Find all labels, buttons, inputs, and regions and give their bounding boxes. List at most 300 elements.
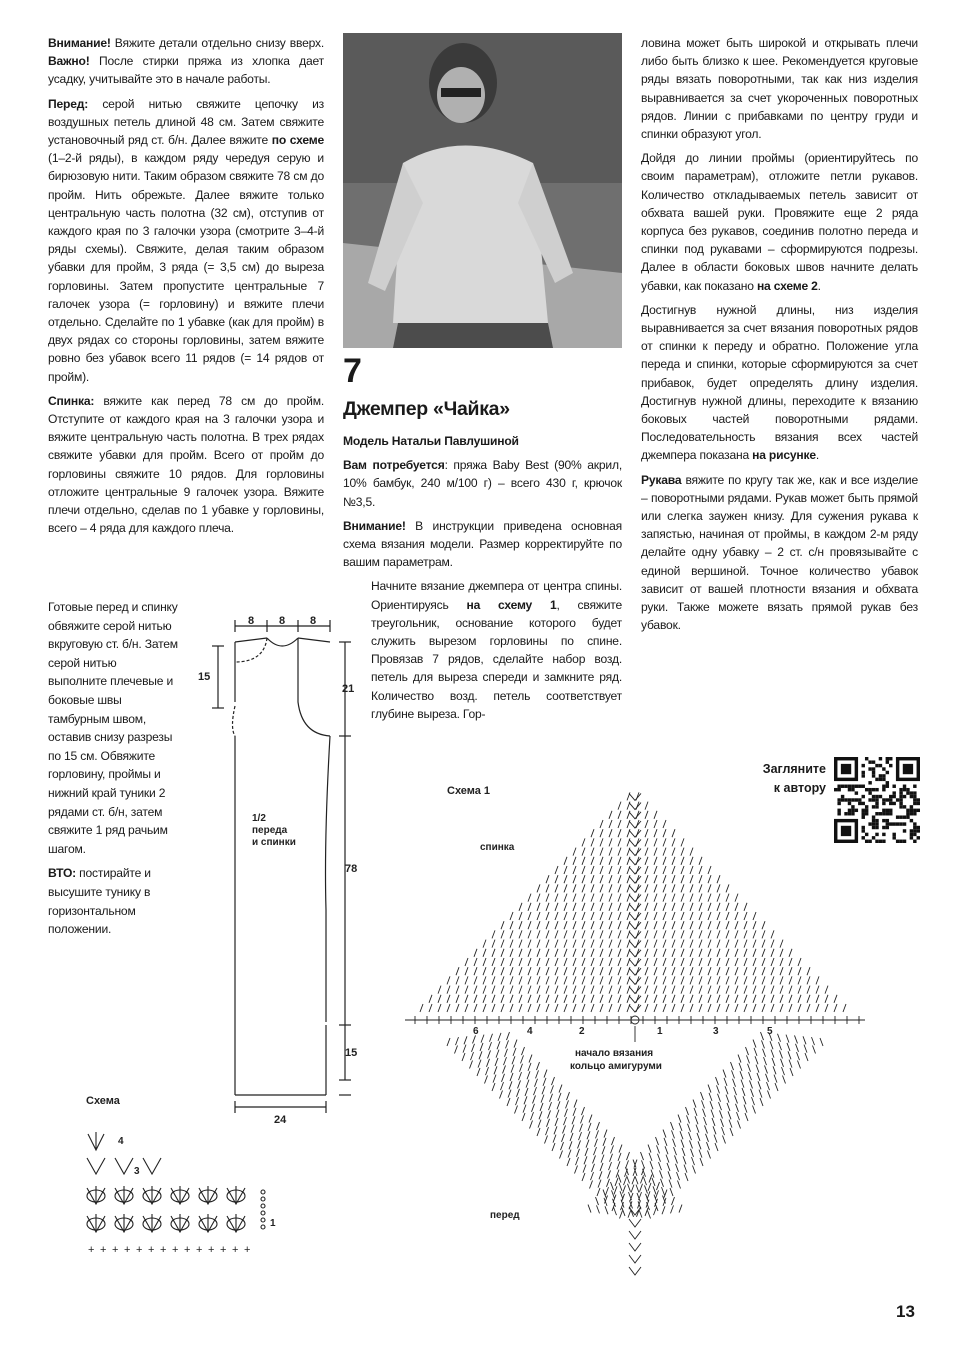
stitch-symbol xyxy=(762,921,765,929)
fan-stitch-symbol xyxy=(143,1214,161,1232)
stitch-symbol xyxy=(639,1192,642,1200)
stitch-symbol xyxy=(609,958,612,966)
stitch-symbol xyxy=(710,1101,713,1109)
stitch-symbol xyxy=(672,1197,675,1205)
stitch-symbol xyxy=(726,976,729,984)
stitch-symbol xyxy=(645,848,648,856)
chain-symbol: + xyxy=(88,1244,95,1256)
stitch-symbol xyxy=(654,838,657,846)
row-number: 4 xyxy=(527,1026,533,1037)
stitch-symbol xyxy=(708,976,711,984)
qr-module xyxy=(910,809,913,812)
stitch-symbol xyxy=(564,995,567,1003)
stitch-symbol xyxy=(600,838,603,846)
stitch-symbol xyxy=(600,921,603,929)
stitch-symbol xyxy=(600,967,603,975)
stitch-symbol xyxy=(678,1115,681,1123)
stitch-symbol xyxy=(546,986,549,994)
stitch-symbol xyxy=(513,1048,516,1056)
article-author: Модель Натальи Павлушиной xyxy=(343,434,519,448)
stitch-symbol xyxy=(618,820,621,828)
fan-stitch-symbol xyxy=(199,1214,217,1232)
stitch-symbol xyxy=(789,976,792,984)
stitch-symbol xyxy=(611,1145,614,1153)
stitch-symbol xyxy=(618,875,621,883)
stitch-symbol xyxy=(477,1068,480,1076)
stitch-symbol xyxy=(699,912,702,920)
fan-stitch-symbol xyxy=(629,1005,641,1012)
dim-label: 8 xyxy=(279,615,286,627)
stitch-symbol xyxy=(663,1004,666,1012)
stitch-symbol xyxy=(501,958,504,966)
stitch-symbol xyxy=(723,1070,726,1078)
qr-module xyxy=(910,805,913,808)
stitch-symbol xyxy=(609,875,612,883)
stitch-symbol xyxy=(645,921,648,929)
stitch-symbol xyxy=(537,1004,540,1012)
stitch-symbol xyxy=(618,995,621,1003)
qr-module xyxy=(903,815,906,818)
qr-module xyxy=(913,829,916,832)
stitch-symbol xyxy=(585,1148,588,1156)
stitch-symbol xyxy=(528,958,531,966)
stitch-symbol xyxy=(564,894,567,902)
stitch-symbol xyxy=(672,976,675,984)
fan-stitch-symbol xyxy=(629,1231,641,1239)
fan-stitch-symbol xyxy=(629,793,641,800)
stitch-symbol xyxy=(764,1057,767,1065)
stitch-symbol xyxy=(519,903,522,911)
stitch-symbol xyxy=(598,1180,601,1188)
stitch-symbol xyxy=(564,903,567,911)
stitch-symbol xyxy=(681,930,684,938)
row-number: 1 xyxy=(270,1218,276,1229)
qr-module xyxy=(896,840,899,843)
stitch-symbol xyxy=(483,949,486,957)
stitch-symbol xyxy=(555,903,558,911)
stitch-symbol xyxy=(717,1085,720,1093)
stitch-symbol xyxy=(619,1145,622,1153)
stitch-symbol xyxy=(739,1063,742,1071)
qr-module xyxy=(913,795,916,798)
stitch-symbol xyxy=(609,820,612,828)
stitch-symbol xyxy=(681,921,684,929)
stitch-symbol xyxy=(825,986,828,994)
stitch-symbol xyxy=(663,958,666,966)
stitch-symbol xyxy=(699,940,702,948)
stitch-symbol xyxy=(537,1062,540,1070)
stitch-symbol xyxy=(816,986,819,994)
stitch-symbol xyxy=(663,884,666,892)
stitch-symbol xyxy=(719,1102,722,1110)
diagram-center-label: и спинки xyxy=(252,837,296,848)
stitch-symbol xyxy=(727,1103,730,1111)
stitch-symbol xyxy=(663,930,666,938)
stitch-symbol xyxy=(523,1105,526,1113)
stitch-symbol xyxy=(735,967,738,975)
stitch-symbol xyxy=(456,976,459,984)
stitch-symbol xyxy=(618,811,621,819)
stitch-symbol xyxy=(645,857,648,865)
chain-symbol: + xyxy=(184,1244,191,1256)
qr-module xyxy=(899,840,902,843)
stitch-symbol xyxy=(756,1065,759,1073)
stitch-symbol xyxy=(438,986,441,994)
stitch-symbol xyxy=(501,986,504,994)
stitch-symbol xyxy=(530,1121,533,1129)
stitch-symbol xyxy=(645,903,648,911)
chain-loop-symbol xyxy=(261,1204,265,1208)
stitch-symbol xyxy=(706,1134,709,1142)
stitch-symbol xyxy=(780,967,783,975)
stitch-symbol xyxy=(464,1036,467,1044)
stitch-symbol xyxy=(501,967,504,975)
stitch-symbol xyxy=(738,1121,741,1129)
stitch-symbol xyxy=(672,894,675,902)
stitch-symbol xyxy=(631,1185,634,1193)
fan-stitch-symbol xyxy=(629,876,641,883)
stitch-symbol xyxy=(591,1004,594,1012)
stitch-symbol xyxy=(735,912,738,920)
stitch-symbol xyxy=(546,875,549,883)
row-number: 3 xyxy=(134,1166,140,1177)
stitch-symbol xyxy=(744,958,747,966)
stitch-symbol xyxy=(681,949,684,957)
stitch-symbol xyxy=(555,921,558,929)
stitch-symbol xyxy=(582,1004,585,1012)
stitch-symbol xyxy=(759,1090,762,1098)
stitch-symbol xyxy=(708,875,711,883)
dim-label: 15 xyxy=(198,671,211,683)
stitch-symbol xyxy=(465,976,468,984)
stitch-symbol xyxy=(609,866,612,874)
stitch-symbol xyxy=(788,1051,791,1059)
stitch-symbol xyxy=(546,976,549,984)
stitch-symbol xyxy=(600,930,603,938)
stitch-symbol xyxy=(609,995,612,1003)
stitch-symbol xyxy=(654,958,657,966)
col3-paragraph: ловина может быть широкой и открывать плечи либо быть близко к шее. Рекомендуется круговые ряды вязать поворотными, так как низ изделия выравнивается за счет укороченных поворотных рядов. Линии с прибавками по центру груди и спинки образуют угол. xyxy=(641,36,918,142)
qr-module xyxy=(899,791,902,794)
stitch-symbol xyxy=(753,940,756,948)
stitch-symbol xyxy=(591,903,594,911)
stitch-symbol xyxy=(744,976,747,984)
stitch-symbol xyxy=(519,995,522,1003)
stitch-symbol xyxy=(654,894,657,902)
stitch-symbol xyxy=(522,1113,525,1121)
stitch-symbol xyxy=(573,930,576,938)
stitch-symbol xyxy=(742,1088,745,1096)
stitch-symbol xyxy=(505,1049,508,1057)
stitch-symbol xyxy=(699,884,702,892)
stitch-symbol xyxy=(645,967,648,975)
dim-label: 15 xyxy=(345,1047,358,1059)
stitch-symbol xyxy=(597,1122,600,1130)
stitch-symbol xyxy=(546,940,549,948)
stitch-symbol xyxy=(600,848,603,856)
stitch-symbol xyxy=(773,1066,776,1074)
tunic-assembly xyxy=(48,598,178,945)
stitch-symbol xyxy=(649,1175,652,1183)
stitch-symbol xyxy=(681,838,684,846)
stitch-symbol xyxy=(660,1170,663,1178)
stitch-symbol xyxy=(771,930,774,938)
qr-module xyxy=(910,833,913,836)
stitch-symbol xyxy=(511,1065,514,1073)
fan-stitch-symbol xyxy=(227,1214,245,1232)
stitch-symbol xyxy=(755,1056,758,1064)
stitch-symbol xyxy=(573,986,576,994)
stitch-symbol xyxy=(677,1172,680,1180)
fan-stitch-symbol xyxy=(629,1267,641,1275)
stitch-symbol xyxy=(507,1098,510,1106)
stitch-symbol xyxy=(780,940,783,948)
stitch-symbol xyxy=(492,1004,495,1012)
stitch-symbol xyxy=(751,1089,754,1097)
stitch-symbol xyxy=(675,1155,678,1163)
stitch-symbol xyxy=(609,811,612,819)
stitch-symbol xyxy=(704,1117,707,1125)
stitch-symbol xyxy=(646,1194,649,1202)
stitch-symbol xyxy=(614,1207,617,1215)
sleeves-paragraph: Рукава вяжите по кругу так же, как и все изделие – поворотными рядами. Рукав может быть прямой или слегка заужен книзу. Для сужения рукава к запястью, начиная от проймы, в каждом 2-м ряду делайте одну убавку – 2 ст. с/н провязывайте с единой вершиной. Точное количество убавок зависит от вашей плотности вязания и обхвата руки. Также можете вязать прямой рукав без убавок. xyxy=(641,472,918,633)
stitch-symbol xyxy=(664,1190,667,1198)
qr-module xyxy=(913,833,916,836)
stitch-symbol xyxy=(654,1207,657,1215)
stitch-symbol xyxy=(510,986,513,994)
stitch-symbol xyxy=(438,1004,441,1012)
stitch-symbol xyxy=(582,875,585,883)
stitch-symbol xyxy=(786,1035,789,1043)
stitch-symbol xyxy=(690,903,693,911)
stitch-symbol xyxy=(591,857,594,865)
stitch-symbol xyxy=(584,1156,587,1164)
stitch-symbol xyxy=(753,976,756,984)
stitch-symbol xyxy=(498,1033,501,1041)
stitch-symbol xyxy=(766,1074,769,1082)
stitch-symbol xyxy=(600,976,603,984)
stitch-symbol xyxy=(539,1111,542,1119)
stitch-symbol xyxy=(753,967,756,975)
chain-loop-symbol xyxy=(261,1197,265,1201)
tunic-attention-paragraph: Внимание! Вяжите детали отдельно снизу вверх. Важно! После стирки пряжа из хлопка дает усадку, учитывайте это в начале работы. xyxy=(48,36,324,87)
stitch-symbol xyxy=(510,921,513,929)
stitch-symbol xyxy=(771,1004,774,1012)
stitch-symbol xyxy=(573,976,576,984)
stitch-symbol xyxy=(690,848,693,856)
fan-stitch-symbol xyxy=(171,1186,189,1204)
stitch-symbol xyxy=(589,1115,592,1123)
stitch-symbol xyxy=(567,1158,570,1166)
stitch-symbol xyxy=(507,1032,510,1040)
stitch-symbol xyxy=(600,829,603,837)
stitch-symbol xyxy=(429,995,432,1003)
stitch-symbol xyxy=(744,967,747,975)
stitch-symbol xyxy=(546,995,549,1003)
stitch-symbol xyxy=(537,930,540,938)
stitch-symbol xyxy=(555,866,558,874)
stitch-symbol xyxy=(798,958,801,966)
stitch-symbol xyxy=(591,848,594,856)
fan-stitch-symbol xyxy=(629,858,641,865)
stitch-symbol xyxy=(582,958,585,966)
stitch-symbol xyxy=(697,1133,700,1141)
stitch-symbol xyxy=(690,921,693,929)
stitch-symbol xyxy=(690,1004,693,1012)
tunic-assembly-paragraph: Готовые перед и спинку обвяжите серой нитью вкруговую ст. б/н. Затем серой нитью выполните плечевые и боковые швы тамбурным швом, оставив снизу разрезы по 15 см. Обвяжите горловину, проймы и нижний край туники 2 рядами ст. б/н, затем свяжите 1 ряд рачьим шагом. xyxy=(48,600,178,856)
stitch-symbol xyxy=(564,940,567,948)
qr-module xyxy=(917,798,920,801)
stitch-symbol xyxy=(771,986,774,994)
qr-module xyxy=(906,791,909,794)
stitch-symbol xyxy=(552,1077,555,1085)
stitch-symbol xyxy=(690,958,693,966)
stitch-symbol xyxy=(690,884,693,892)
stitch-symbol xyxy=(456,1037,459,1045)
stitch-symbol xyxy=(532,1104,535,1112)
stitch-symbol xyxy=(645,866,648,874)
stitch-symbol xyxy=(770,1041,773,1049)
qr-finder xyxy=(903,764,913,774)
stitch-symbol xyxy=(672,967,675,975)
qr-module xyxy=(875,764,878,767)
stitch-symbol xyxy=(609,1162,612,1170)
stitch-symbol xyxy=(747,1055,750,1063)
stitch-symbol xyxy=(573,894,576,902)
stitch-symbol xyxy=(663,875,666,883)
qr-module xyxy=(906,788,909,791)
stitch-symbol xyxy=(717,958,720,966)
stitch-symbol xyxy=(672,829,675,837)
stitch-symbol xyxy=(658,1154,661,1162)
stitch-symbol xyxy=(645,1004,648,1012)
stitch-symbol xyxy=(663,921,666,929)
stitch-symbol xyxy=(600,912,603,920)
stitch-symbol xyxy=(721,1119,724,1127)
stitch-symbol xyxy=(618,802,621,810)
dim-label: 24 xyxy=(274,1114,287,1125)
stitch-symbol xyxy=(627,1152,630,1160)
stitch-symbol xyxy=(577,1149,580,1157)
qr-module xyxy=(899,798,902,801)
stitch-symbol xyxy=(732,1070,735,1078)
stitch-symbol xyxy=(690,1140,693,1148)
stitch-symbol xyxy=(780,986,783,994)
stitch-symbol xyxy=(582,866,585,874)
stitch-symbol xyxy=(798,995,801,1003)
diagram-center-label: 1/2 xyxy=(252,813,266,824)
stitch-symbol xyxy=(592,1164,595,1172)
stitch-symbol xyxy=(654,848,657,856)
stitch-symbol xyxy=(463,1045,466,1053)
dim-label: 78 xyxy=(345,863,358,875)
stitch-symbol xyxy=(571,1125,574,1133)
stitch-symbol xyxy=(735,949,738,957)
stitch-symbol xyxy=(816,1004,819,1012)
stitch-symbol xyxy=(537,940,540,948)
stitch-symbol xyxy=(762,930,765,938)
stitch-symbol xyxy=(519,949,522,957)
stitch-symbol xyxy=(725,1086,728,1094)
qr-module xyxy=(903,795,906,798)
qr-module xyxy=(910,836,913,839)
stitch-symbol xyxy=(547,1119,550,1127)
stitch-symbol xyxy=(708,866,711,874)
stitch-symbol xyxy=(738,1055,741,1063)
stitch-symbol xyxy=(573,866,576,874)
stitch-symbol xyxy=(492,949,495,957)
stitch-symbol xyxy=(618,1175,621,1183)
stitch-symbol xyxy=(760,1098,763,1106)
stitch-symbol xyxy=(672,1004,675,1012)
stitch-symbol xyxy=(601,1155,604,1163)
stitch-symbol xyxy=(600,820,603,828)
stitch-symbol xyxy=(480,1043,483,1051)
stitch-symbol xyxy=(591,875,594,883)
stitch-symbol xyxy=(537,921,540,929)
stitch-symbol xyxy=(582,848,585,856)
stitch-symbol xyxy=(609,986,612,994)
model-photo xyxy=(343,33,622,348)
stitch-symbol xyxy=(734,1087,737,1095)
stitch-symbol xyxy=(645,1208,648,1216)
stitch-symbol xyxy=(455,1046,458,1054)
stitch-symbol xyxy=(627,1175,630,1183)
qr-module xyxy=(913,802,916,805)
stitch-symbol xyxy=(593,1155,596,1163)
dim-label: 8 xyxy=(248,615,255,627)
stitch-symbol xyxy=(705,1125,708,1133)
stitch-symbol xyxy=(501,1004,504,1012)
stitch-symbol xyxy=(537,949,540,957)
stitch-symbol xyxy=(798,1004,801,1012)
stitch-symbol xyxy=(493,1075,496,1083)
stitch-symbol xyxy=(690,949,693,957)
stitch-symbol xyxy=(582,894,585,902)
stitch-symbol xyxy=(663,848,666,856)
stitch-symbol xyxy=(672,1130,675,1138)
stitch-symbol xyxy=(795,1035,798,1043)
stitch-symbol xyxy=(555,930,558,938)
stitch-symbol xyxy=(556,1110,559,1118)
stitch-symbol xyxy=(573,912,576,920)
stitch-symbol xyxy=(712,1118,715,1126)
stitch-symbol xyxy=(470,1061,473,1069)
stitch-symbol xyxy=(485,1076,488,1084)
stitch-symbol xyxy=(528,940,531,948)
stitch-symbol xyxy=(591,995,594,1003)
fan-stitch-symbol xyxy=(629,950,641,957)
stitch-symbol xyxy=(708,940,711,948)
stitch-symbol xyxy=(519,958,522,966)
stitch-symbol xyxy=(534,1087,537,1095)
stitch-symbol xyxy=(581,1115,584,1123)
stitch-symbol xyxy=(555,940,558,948)
stitch-symbol xyxy=(524,1096,527,1104)
stitch-symbol xyxy=(573,940,576,948)
qr-module xyxy=(913,798,916,801)
stitch-symbol xyxy=(553,1135,556,1143)
stitch-symbol xyxy=(527,1071,530,1079)
chain-symbol: + xyxy=(232,1244,239,1256)
stitch-symbol xyxy=(681,884,684,892)
stitch-symbol xyxy=(519,1072,522,1080)
stitch-symbol xyxy=(708,949,711,957)
fan-stitch-symbol xyxy=(115,1186,133,1204)
stitch-symbol xyxy=(546,1004,549,1012)
stitch-symbol xyxy=(510,958,513,966)
stitch-symbol xyxy=(645,986,648,994)
